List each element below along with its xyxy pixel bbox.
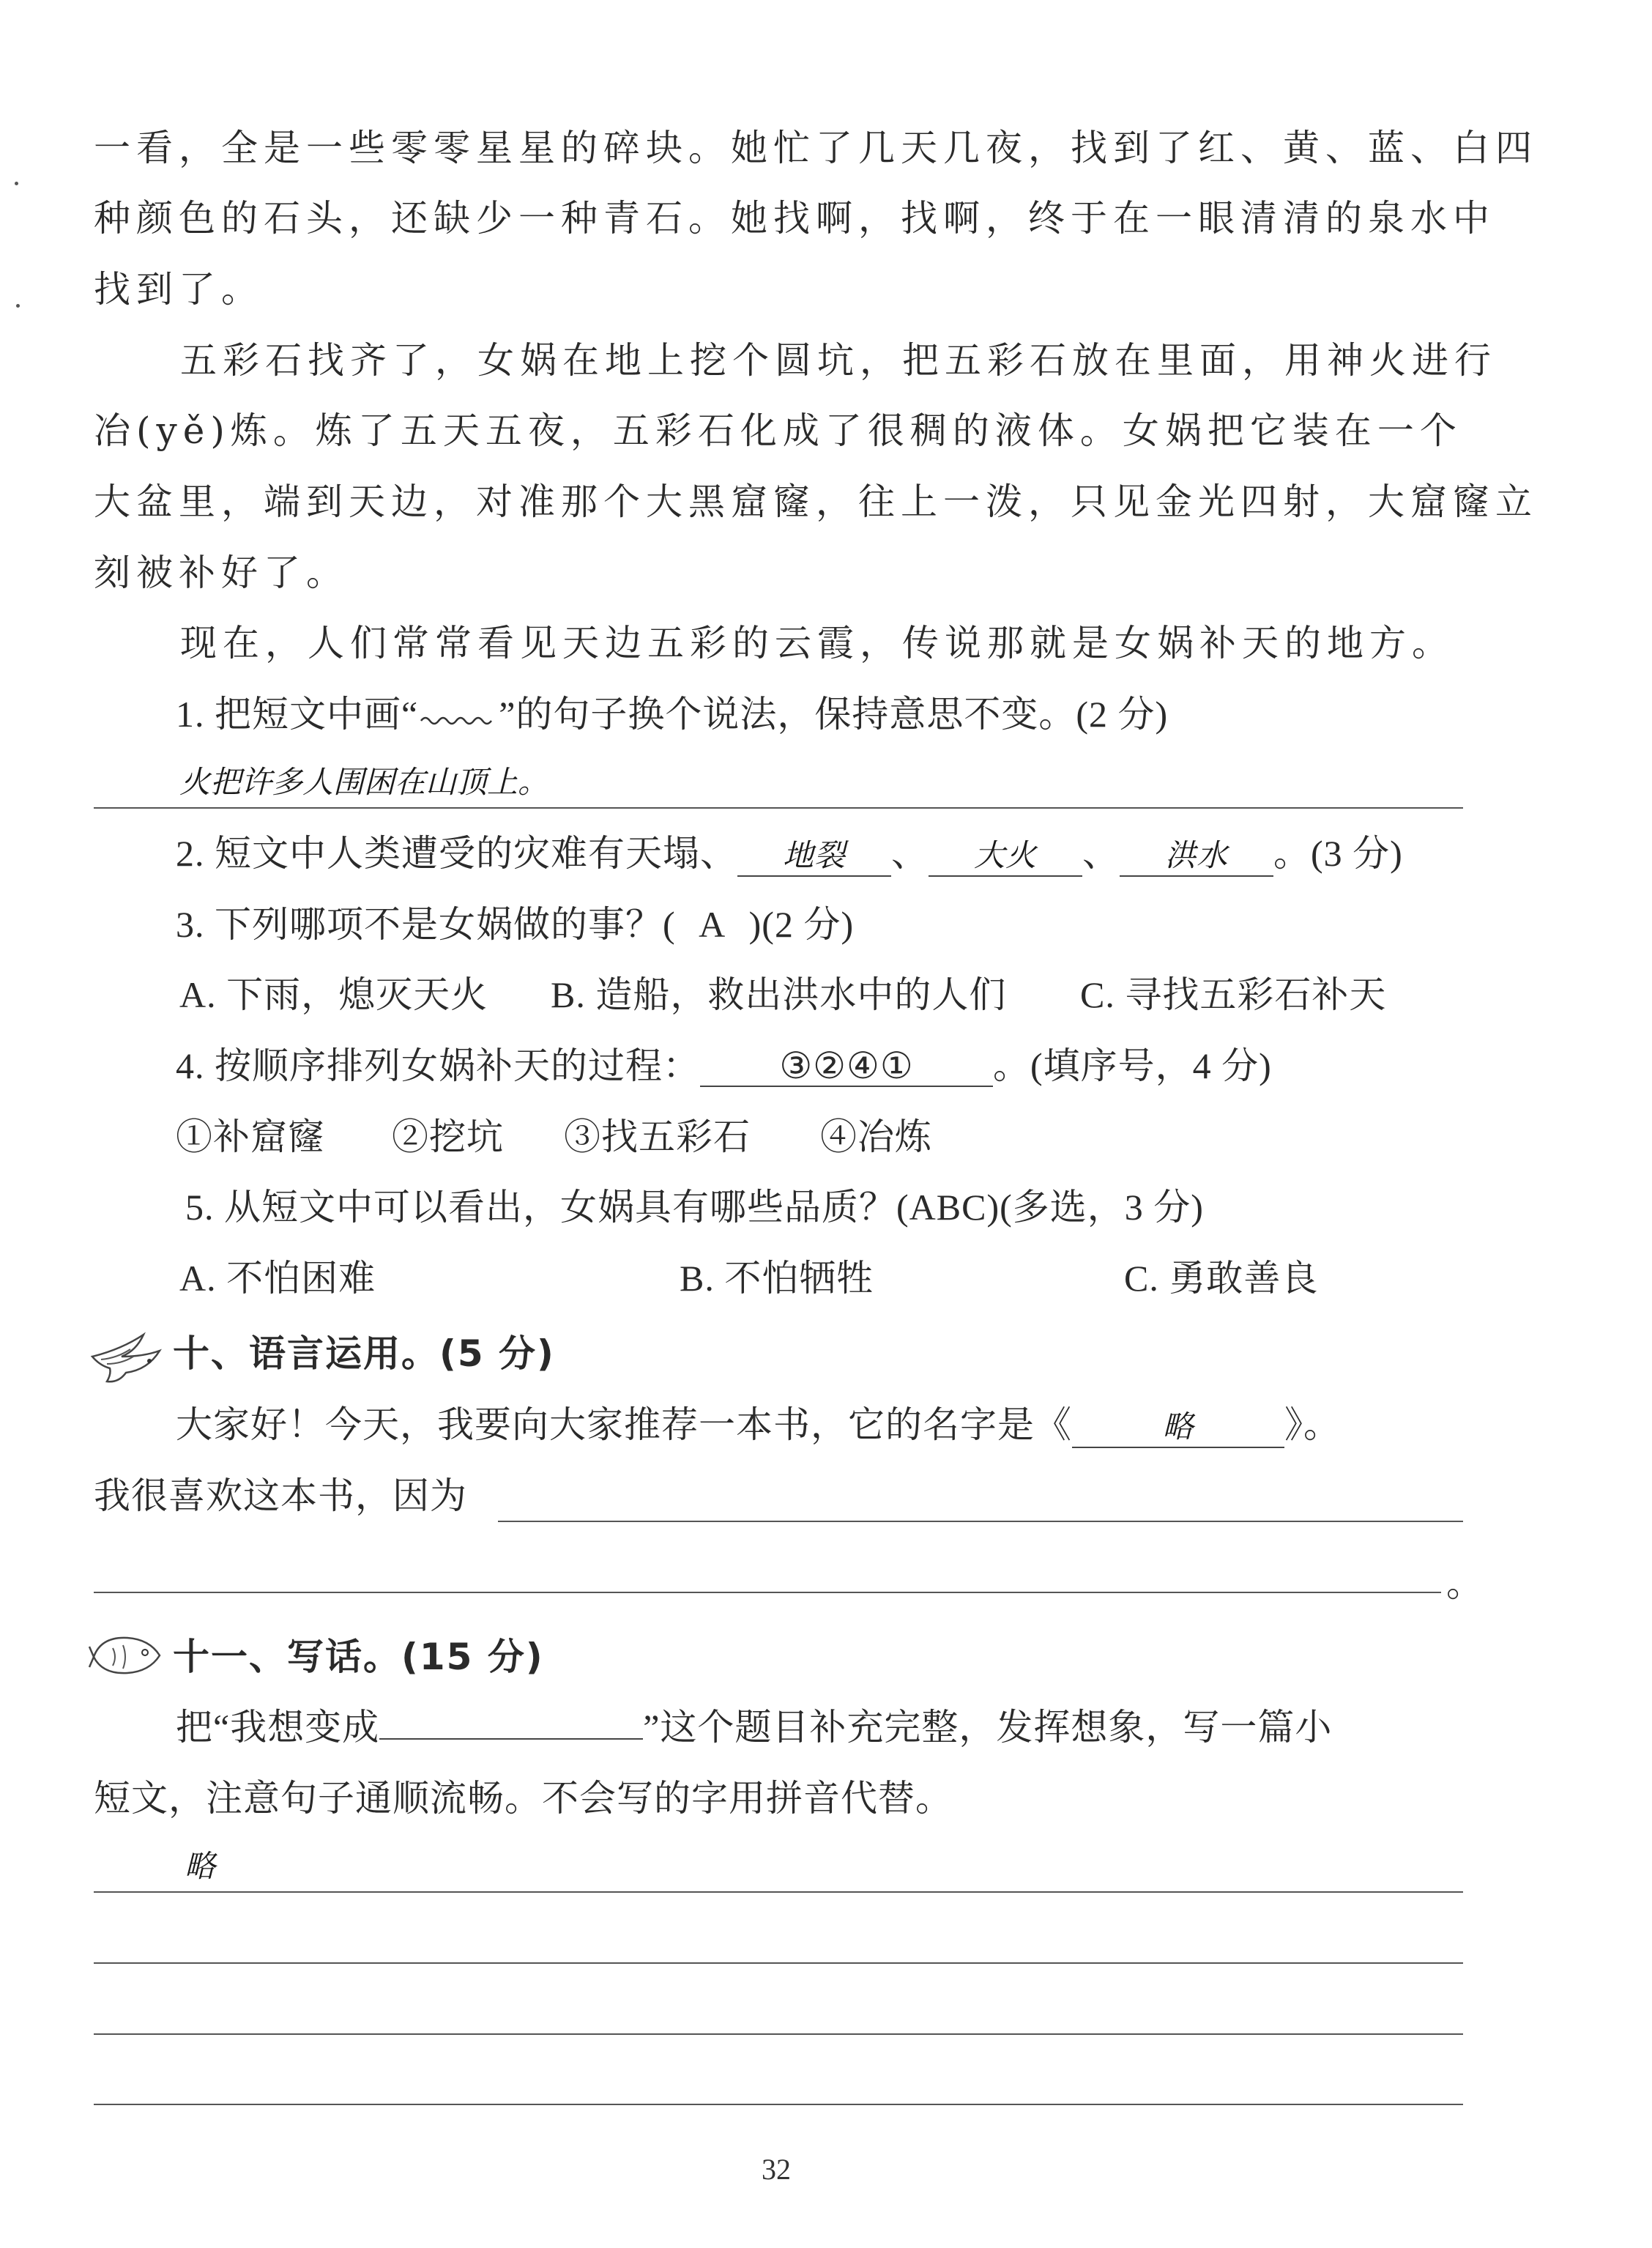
section-11-line-1 bbox=[176, 1705, 1332, 1749]
book-name-answer: 略 bbox=[1162, 1409, 1194, 1444]
writing-line-3[interactable] bbox=[94, 2033, 1463, 2035]
writing-line-4[interactable] bbox=[94, 2104, 1463, 2105]
q5-option-a: A. 不怕困难 bbox=[179, 1258, 376, 1299]
fish-icon bbox=[86, 1626, 167, 1685]
q2-answer-3: 洪水 bbox=[1164, 837, 1228, 873]
writing-answer: 略 bbox=[185, 1848, 216, 1884]
q4-prompt-end: 。(填序号，4 分) bbox=[993, 1045, 1272, 1086]
s10-l1-end: 》。 bbox=[1284, 1404, 1341, 1445]
passage-line: 找到了。 bbox=[94, 268, 264, 311]
q3-prompt-end: )(2 分) bbox=[748, 904, 855, 945]
question-3 bbox=[176, 902, 854, 946]
q3-option-b: B. 造船，救出洪水中的人们 bbox=[551, 974, 1007, 1015]
q5-option-c: C. 勇敢善良 bbox=[1124, 1258, 1319, 1299]
passage-line: 一看，全是一些零零星星的碎块。她忙了几天几夜，找到了红、黄、蓝、白四 bbox=[94, 127, 1538, 169]
writing-line-1[interactable] bbox=[94, 1891, 1463, 1893]
q1-prompt-end: ”的句子换个说法，保持意思不变。(2 分) bbox=[499, 694, 1169, 735]
q5-option-b: B. 不怕牺牲 bbox=[680, 1258, 874, 1299]
bird-icon bbox=[86, 1327, 167, 1386]
question-4 bbox=[176, 1044, 1272, 1088]
q4-answer: ③②④① bbox=[779, 1045, 914, 1086]
q5-prompt-end: )(多选，3 分) bbox=[986, 1187, 1204, 1228]
reason-line-2[interactable] bbox=[94, 1592, 1441, 1593]
q4-option-2: ②挖坑 bbox=[392, 1116, 504, 1157]
book-name-blank[interactable] bbox=[1072, 1405, 1284, 1448]
q5-prompt: 5. 从短文中可以看出，女娲具有哪些品质？( bbox=[185, 1187, 909, 1228]
scan-speck bbox=[15, 182, 18, 185]
passage-line: 冶(yě)炼。炼了五天五夜，五彩石化成了很稠的液体。女娲把它装在一个 bbox=[94, 409, 1462, 452]
q3-prompt: 3. 下列哪项不是女娲做的事？( bbox=[176, 904, 676, 945]
section-10-line-1 bbox=[176, 1403, 1341, 1448]
section-10-end: 。 bbox=[1446, 1563, 1484, 1604]
q2-blank-1[interactable] bbox=[737, 834, 891, 877]
page-number: 32 bbox=[762, 2153, 791, 2186]
q1-answer-line bbox=[94, 807, 1463, 809]
question-2 bbox=[176, 831, 1403, 877]
q1-prompt: 1. 把短文中画“ bbox=[176, 694, 419, 735]
section-10-title: 十、语言运用。(5 分) bbox=[173, 1332, 555, 1375]
reason-line-1[interactable] bbox=[498, 1521, 1463, 1522]
q2-blank-2[interactable] bbox=[929, 834, 1082, 877]
section-11-title: 十一、写话。(15 分) bbox=[173, 1636, 544, 1678]
writing-line-2[interactable] bbox=[94, 1962, 1463, 1964]
q4-option-1: ①补窟窿 bbox=[176, 1116, 325, 1157]
q4-prompt: 4. 按顺序排列女娲补天的过程： bbox=[176, 1045, 700, 1086]
s11-l1-end: ”这个题目补充完整，发挥想象，写一篇小 bbox=[643, 1707, 1333, 1748]
passage-line: 五彩石找齐了，女娲在地上挖个圆坑，把五彩石放在里面，用神火进行 bbox=[180, 339, 1497, 382]
q5-answer[interactable]: ABC bbox=[909, 1187, 987, 1228]
title-blank[interactable] bbox=[379, 1738, 643, 1740]
question-1 bbox=[176, 692, 1168, 736]
q4-blank[interactable] bbox=[700, 1046, 993, 1087]
wavy-underline-icon bbox=[418, 711, 499, 727]
passage-line: 大盆里，端到天边，对准那个大黑窟窿，往上一泼，只见金光四射，大窟窿立 bbox=[94, 481, 1538, 523]
section-10-line-2: 我很喜欢这本书，因为 bbox=[94, 1475, 467, 1516]
q2-answer-2: 大火 bbox=[973, 837, 1037, 873]
q3-option-c: C. 寻找五彩石补天 bbox=[1080, 974, 1387, 1015]
q3-answer[interactable]: A bbox=[699, 904, 726, 945]
q2-prompt: 2. 短文中人类遭受的灾难有天塌、 bbox=[176, 833, 737, 874]
passage-line: 现在，人们常常看见天边五彩的云霞，传说那就是女娲补天的地方。 bbox=[180, 622, 1454, 664]
passage-line: 种颜色的石头，还缺少一种青石。她找啊，找啊，终于在一眼清清的泉水中 bbox=[94, 197, 1495, 240]
q2-answer-1: 地裂 bbox=[782, 837, 846, 873]
q2-blank-3[interactable] bbox=[1120, 834, 1273, 877]
passage-line: 刻被补好了。 bbox=[94, 552, 349, 594]
question-5 bbox=[185, 1185, 1204, 1229]
scan-speck bbox=[16, 304, 20, 308]
q3-option-a: A. 下雨，熄灭天火 bbox=[179, 974, 488, 1015]
q1-answer: 火把许多人围困在山顶上。 bbox=[179, 764, 549, 800]
s11-l1-prompt: 把“我想变成 bbox=[176, 1707, 380, 1748]
section-11-line-2: 短文，注意句子通顺流畅。不会写的字用拼音代替。 bbox=[94, 1778, 953, 1819]
s10-l1-prompt: 大家好！今天，我要向大家推荐一本书，它的名字是《 bbox=[176, 1404, 1072, 1445]
q4-option-3: ③找五彩石 bbox=[564, 1116, 751, 1157]
q4-option-4: ④冶炼 bbox=[820, 1116, 932, 1157]
q2-sep: 、 bbox=[1082, 833, 1120, 874]
q2-prompt-end: 。(3 分) bbox=[1273, 833, 1403, 874]
q2-sep: 、 bbox=[891, 833, 929, 874]
